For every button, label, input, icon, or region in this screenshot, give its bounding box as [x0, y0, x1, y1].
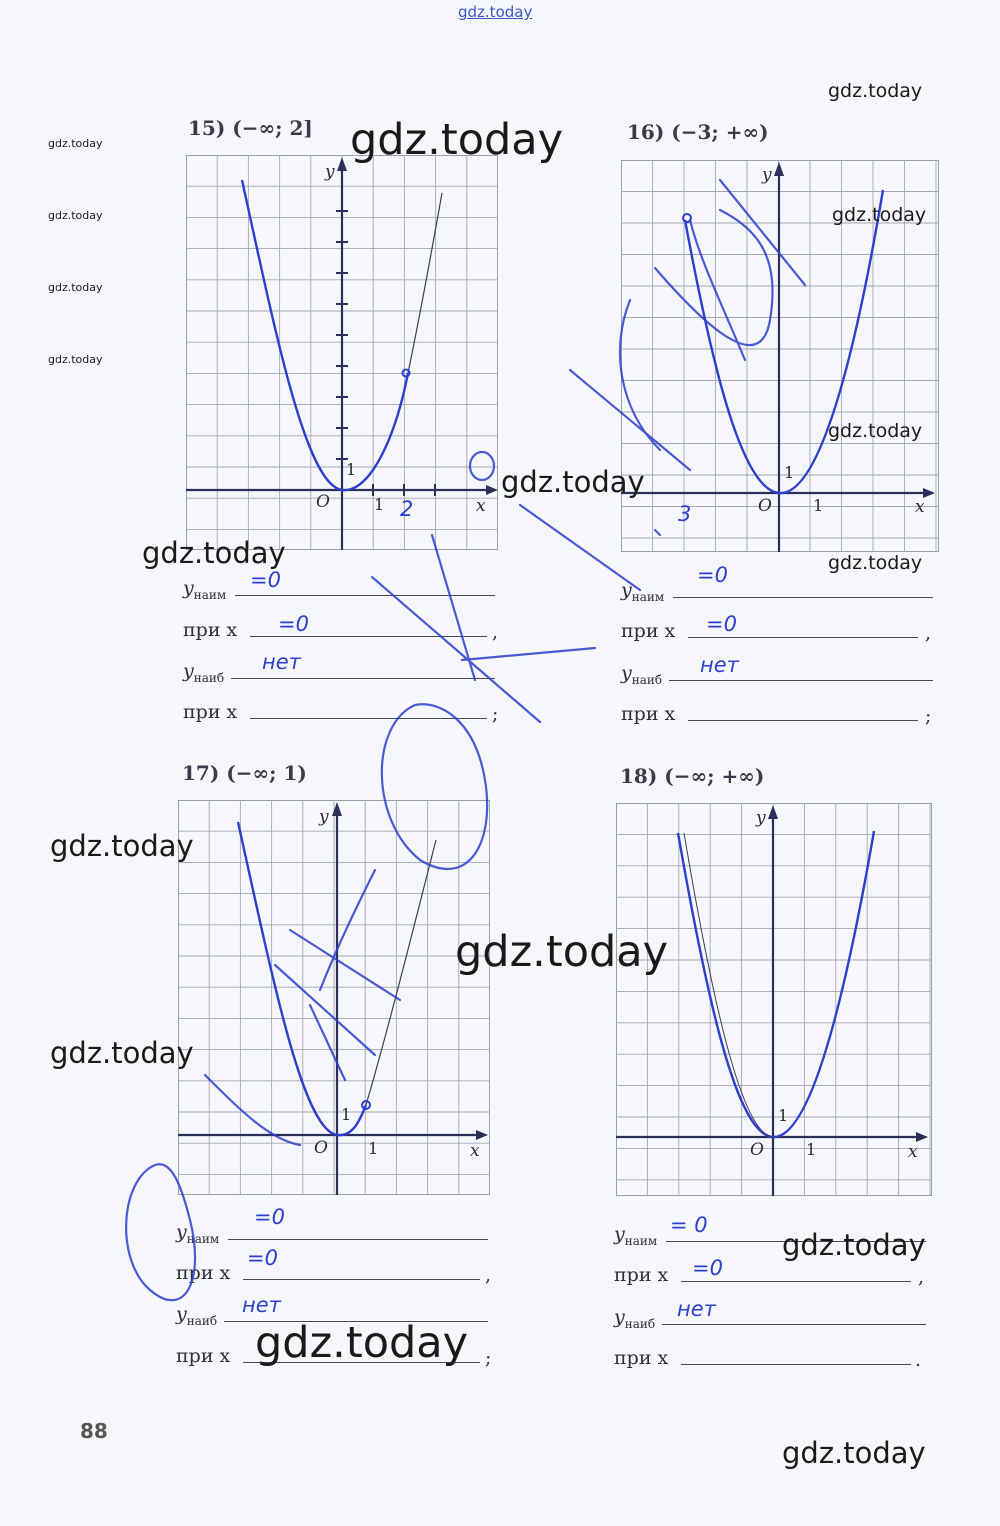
watermark-small: gdz.today — [48, 209, 103, 222]
graph-16-handwritten-3: 3 — [678, 502, 692, 526]
p18-ymax-label: $y_{наиб}$ — [614, 1306, 656, 1331]
p16-atx2-line[interactable] — [688, 720, 918, 721]
svg-text:1: 1 — [806, 1140, 817, 1159]
graph-17 — [178, 800, 490, 1195]
p15-ymin-label: $y_{наим}$ — [183, 577, 227, 602]
top-watermark-link[interactable]: gdz.today — [458, 3, 533, 21]
p18-atx-line[interactable] — [681, 1281, 911, 1282]
watermark: gdz.today — [142, 536, 286, 570]
p15-atx-answer: =0 — [278, 612, 309, 636]
p17-ymax-label: $y_{наиб}$ — [176, 1303, 218, 1328]
p16-ymax-line[interactable] — [669, 680, 933, 681]
watermark: gdz.today — [50, 1036, 194, 1070]
p17-atx-answer: =0 — [247, 1246, 278, 1270]
svg-text:1: 1 — [778, 1106, 789, 1125]
svg-text:x: x — [476, 496, 486, 516]
problem-17-title: 17) (−∞; 1) — [182, 761, 307, 785]
p16-ymin-line[interactable] — [673, 597, 933, 598]
svg-text:x: x — [908, 1142, 918, 1162]
svg-text:x: x — [915, 497, 925, 517]
svg-text:1: 1 — [368, 1139, 379, 1158]
watermark: gdz.today — [50, 829, 194, 863]
p18-ymin-answer: = 0 — [670, 1213, 708, 1237]
p18-atx-answer: =0 — [692, 1256, 723, 1280]
watermark-small: gdz.today — [48, 281, 103, 294]
watermark: gdz.today — [828, 420, 923, 442]
p15-ymax-line[interactable] — [231, 678, 495, 679]
watermark-small: gdz.today — [48, 137, 103, 150]
graph-15 — [186, 155, 498, 550]
p16-ymax-answer: нет — [700, 653, 739, 677]
svg-text:1: 1 — [346, 460, 357, 479]
svg-text:O: O — [314, 1138, 328, 1158]
p16-ymax-label: $y_{наиб}$ — [621, 662, 663, 687]
svg-text:O: O — [750, 1140, 764, 1160]
svg-text:1: 1 — [341, 1105, 352, 1124]
watermark-small: gdz.today — [48, 353, 103, 366]
p16-atx-answer: =0 — [706, 612, 737, 636]
problem-15-title: 15) (−∞; 2] — [188, 116, 313, 140]
svg-text:1: 1 — [784, 463, 795, 482]
svg-text:1: 1 — [374, 495, 385, 514]
p17-ymin-label: $y_{наим}$ — [176, 1221, 220, 1246]
p16-ymin-label: $y_{наим}$ — [621, 579, 665, 604]
p15-atx-line[interactable] — [250, 636, 487, 637]
workbook-page: gdz.today 15) (−∞; 2] 16) (−3; +∞) 17) (−∞; 1) 18) (−∞; +∞) O 1 1 x y 2 O 1 1 x y 3 O 1 1 x y O 1 1 x y $y_{наим}$ =0 при x , =0 $y_{наиб}$ нет при x ; $y_{наим}$ =0 при x , =0 $y_{наиб}$ нет при x ; $y_{наим}$ =0 при x , =0 $y_{наиб}$ нет при x ; $y_{наим}$ = 0 при x , =0 $y_{наиб}$ нет при x . 88 gdz.today gdz.today gdz.today gdz.today gdz.today gdz.today gdz.today gdz.today gdz.today gdz.today gdz.today gdz.today gdz.today gdz.today gdz.today gdz.today gdz.today — [0, 0, 1000, 1526]
p17-ymin-answer: =0 — [254, 1205, 285, 1229]
p18-ymax-line[interactable] — [662, 1324, 926, 1325]
svg-text:y: y — [762, 165, 772, 185]
graph-15-origin: O — [316, 492, 330, 512]
svg-text:O: O — [758, 496, 772, 516]
watermark: gdz.today — [828, 80, 923, 102]
p15-atx2-line[interactable] — [250, 718, 487, 719]
watermark: gdz.today — [832, 204, 927, 226]
p17-ymax-answer: нет — [242, 1293, 281, 1317]
watermark-large: gdz.today — [455, 927, 669, 977]
problem-18-title: 18) (−∞; +∞) — [620, 764, 765, 788]
p18-ymin-label: $y_{наим}$ — [614, 1223, 658, 1248]
watermark-large: gdz.today — [350, 115, 564, 165]
p16-atx-line[interactable] — [688, 637, 918, 638]
p15-ymin-answer: =0 — [250, 568, 281, 592]
svg-text:y: y — [756, 808, 766, 828]
page-number: 88 — [80, 1419, 108, 1443]
p15-atx-label: при x — [183, 619, 238, 641]
watermark-large: gdz.today — [255, 1318, 469, 1368]
p18-ymax-answer: нет — [677, 1297, 716, 1321]
watermark: gdz.today — [501, 465, 645, 499]
problem-16-title: 16) (−3; +∞) — [627, 120, 769, 144]
p15-ymax-label: $y_{наиб}$ — [183, 660, 225, 685]
svg-text:y: y — [325, 162, 335, 182]
p15-ymin-line[interactable] — [235, 595, 495, 596]
graph-18 — [616, 803, 932, 1196]
p18-atx2-line[interactable] — [681, 1364, 911, 1365]
p17-atx-line[interactable] — [243, 1279, 480, 1280]
p16-ymin-answer: =0 — [697, 563, 728, 587]
p17-ymin-line[interactable] — [228, 1239, 488, 1240]
watermark: gdz.today — [782, 1228, 926, 1262]
p15-ymax-answer: нет — [262, 650, 301, 674]
svg-text:1: 1 — [813, 496, 824, 515]
svg-text:x: x — [470, 1141, 480, 1161]
watermark: gdz.today — [828, 552, 923, 574]
svg-text:y: y — [319, 807, 329, 827]
watermark: gdz.today — [782, 1436, 926, 1470]
graph-15-handwritten-2: 2 — [400, 497, 414, 521]
